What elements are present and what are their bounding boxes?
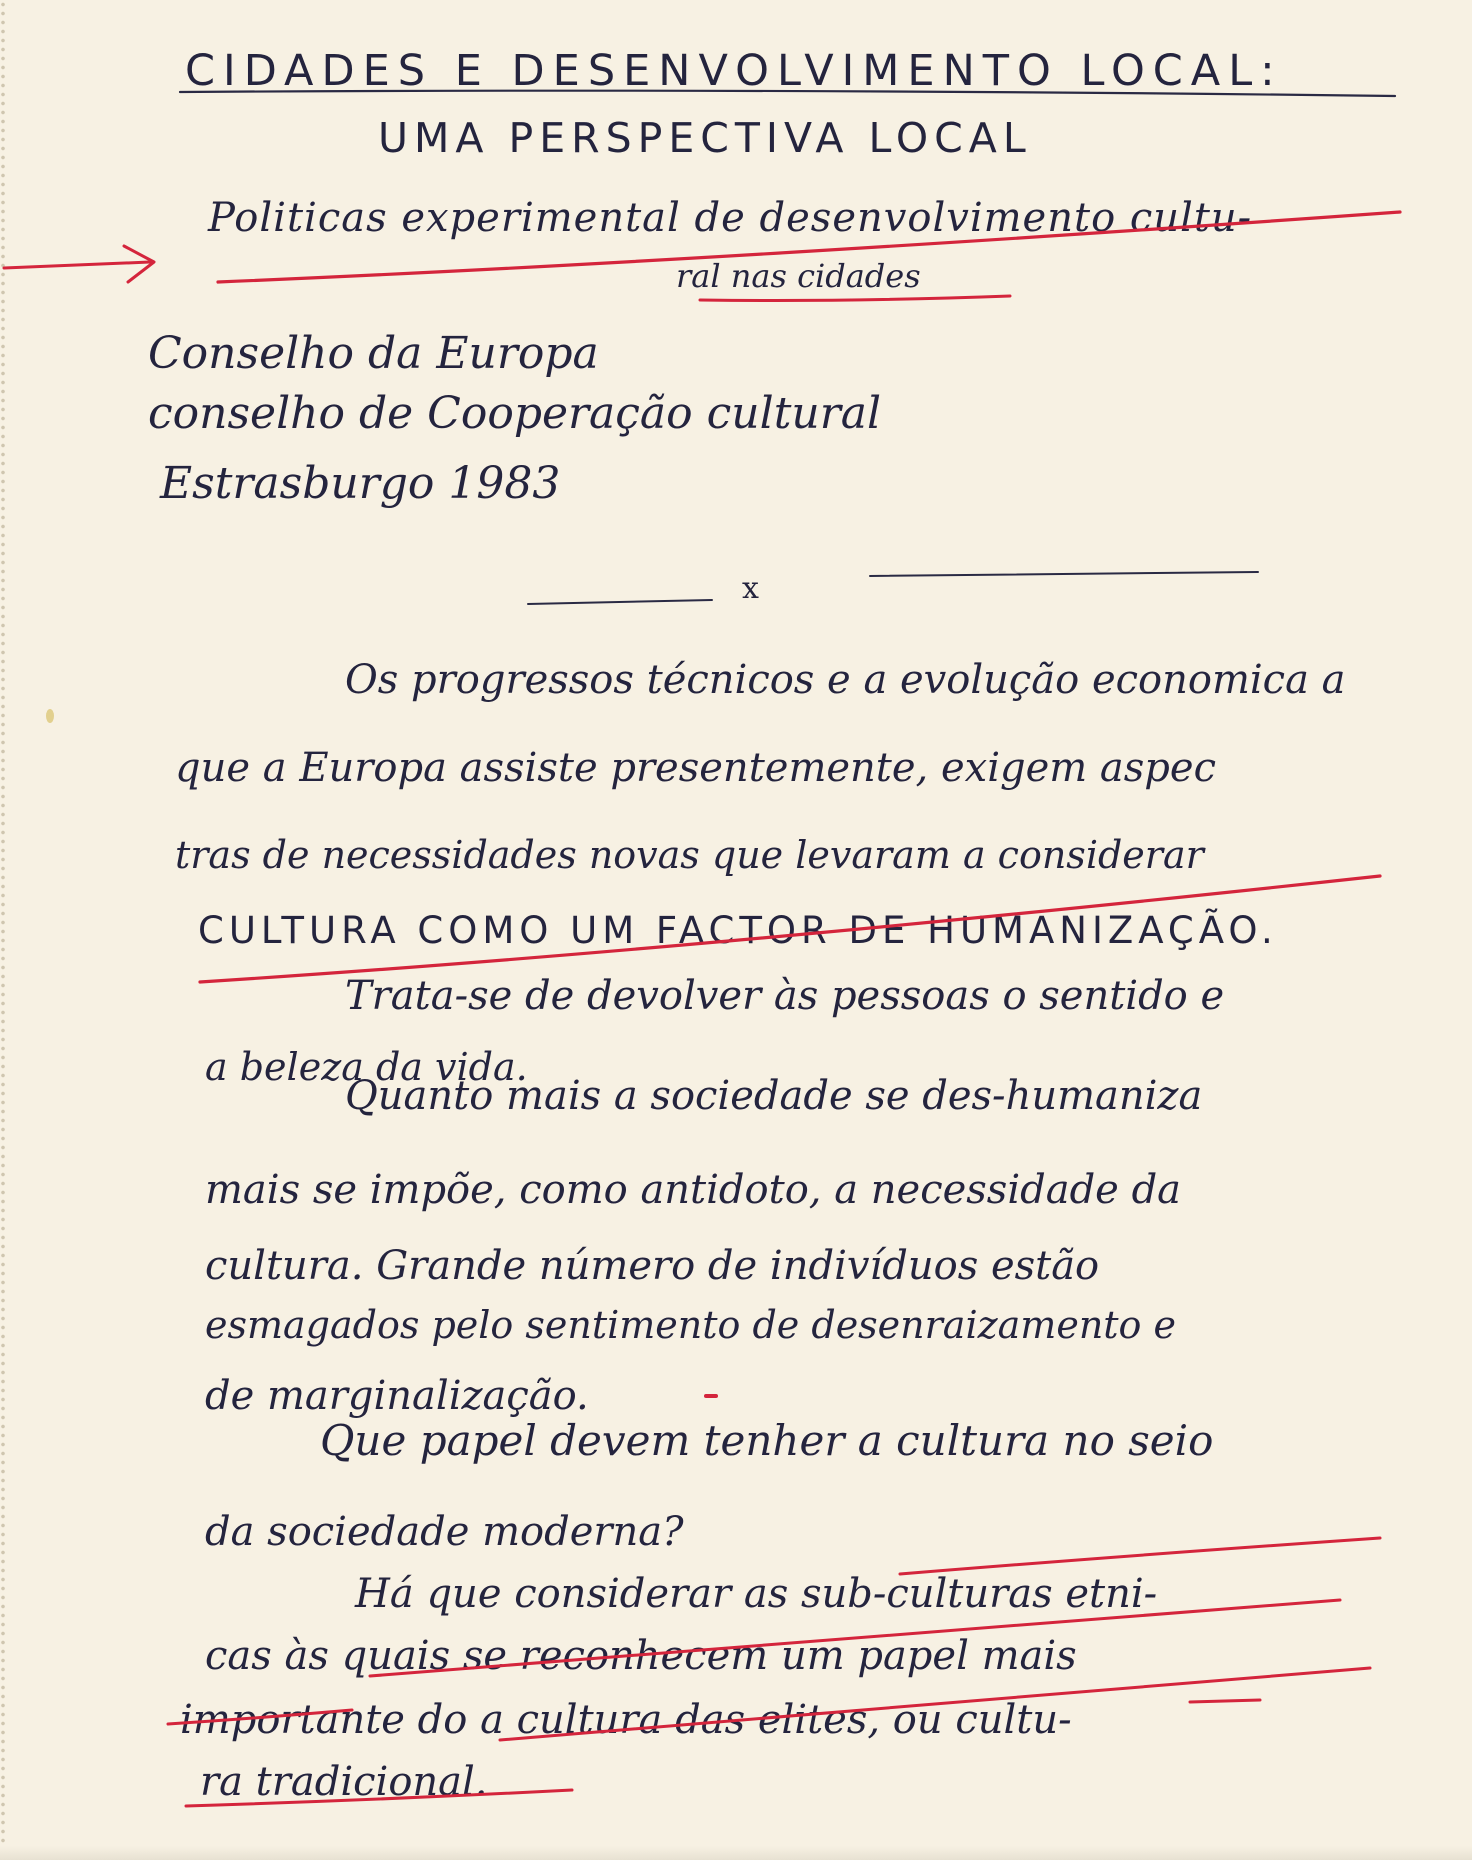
final-underline-2 (370, 1600, 1340, 1676)
arrow-note-line-1: Politicas experimental de desenvolvimento cultu- (208, 195, 1253, 241)
final-underline-4 (500, 1668, 1370, 1740)
arrow-right-icon (4, 246, 154, 282)
reference-line-2: conselho de Cooperação cultural (148, 388, 882, 439)
title-line-2: UMA PERSPECTIVA LOCAL (378, 114, 1032, 162)
body-line-12: Que papel devem tenher a cultura no seio (320, 1416, 1214, 1465)
arrow-note-underline-2 (700, 296, 1010, 301)
body-line-3: tras de necessidades novas que levaram a considerar (175, 833, 1204, 877)
final-underline-6 (186, 1790, 572, 1806)
body-line-8: mais se impõe, como antidoto, a necessidade da (205, 1167, 1182, 1213)
reference-line-3: Estrasburgo 1983 (160, 458, 561, 509)
final-underline-5 (1190, 1700, 1260, 1702)
separator-mark: x (742, 571, 759, 606)
body-line-7: Quanto mais a sociedade se des-humaniza (345, 1073, 1203, 1119)
separator-line-right (870, 572, 1258, 576)
body-line-1: Os progressos técnicos e a evolução economica a (345, 657, 1346, 703)
title-line-1: CIDADES E DESENVOLVIMENTO LOCAL: (185, 46, 1283, 96)
arrow-note-underline-1 (218, 212, 1400, 282)
title-underline (180, 91, 1395, 96)
body-line-16: importante do a cultura das elites, ou cultu- (180, 1697, 1072, 1743)
ink-blot (46, 709, 54, 723)
separator-line-left (528, 600, 712, 604)
final-underline-3 (168, 1710, 352, 1724)
body-line-15: cas às quais se reconhecem um papel mais (205, 1633, 1077, 1679)
body-line-17: ra tradicional. (200, 1759, 488, 1805)
emphasis-underline (200, 876, 1380, 982)
body-line-5: Trata-se de devolver às pessoas o sentido e (345, 973, 1225, 1019)
arrow-note-line-2: ral nas cidades (676, 257, 921, 295)
final-underline-1 (900, 1538, 1380, 1574)
body-line-13: da sociedade moderna? (205, 1509, 684, 1555)
body-line-10: esmagados pelo sentimento de desenraizamento e (205, 1303, 1177, 1347)
reference-line-1: Conselho da Europa (148, 328, 599, 379)
body-line-11: de marginalização. (205, 1373, 589, 1419)
body-line-9: cultura. Grande número de indivíduos estão (205, 1243, 1100, 1289)
body-line-2: que a Europa assiste presentemente, exigem aspec (175, 745, 1216, 791)
body-line-4-emphasis: CULTURA COMO UM FACTOR DE HUMANIZAÇÃO. (198, 909, 1278, 952)
body-line-14: Há que considerar as sub-culturas etni- (355, 1571, 1158, 1617)
body-line-6: a beleza da vida. (205, 1045, 528, 1089)
